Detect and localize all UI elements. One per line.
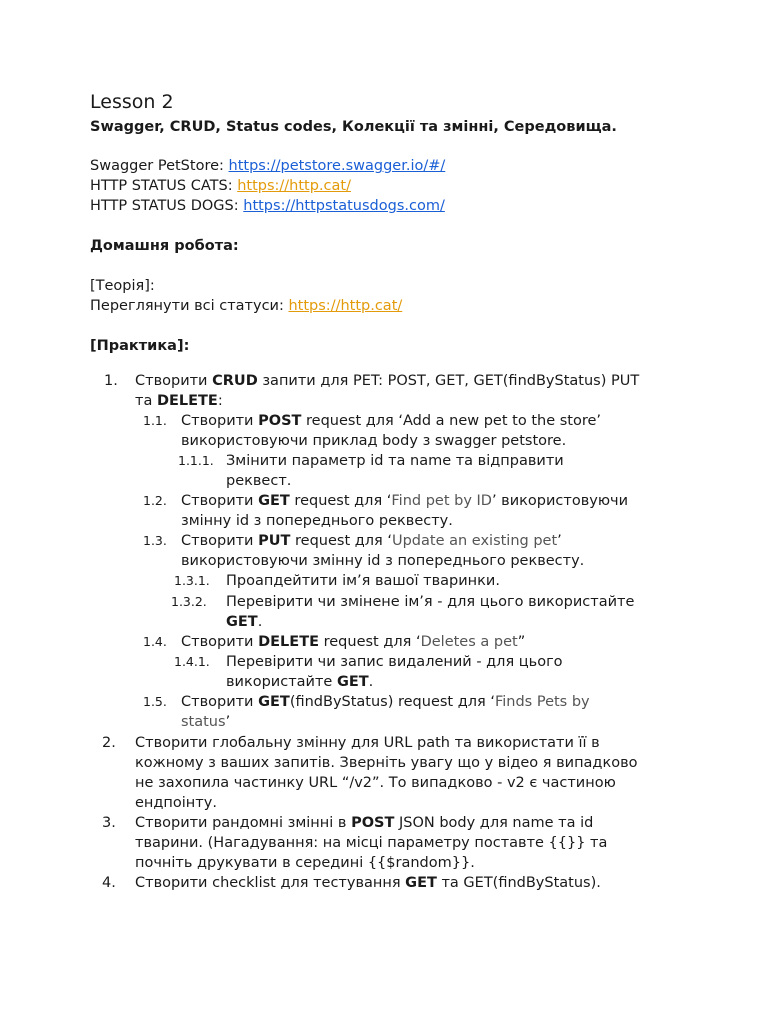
item-1-bold-crud: CRUD bbox=[212, 373, 258, 389]
item-1-3-1-number: 1.3.1. bbox=[174, 573, 210, 588]
item-1-2-line-2: змінну id з попереднього реквесту. bbox=[181, 513, 453, 529]
item-1-1-line-2: використовуючи приклад body з swagger petstore. bbox=[181, 433, 567, 449]
item-1-2-number: 1.2. bbox=[143, 493, 167, 508]
item-3-bold-post: POST bbox=[351, 815, 395, 831]
link-http-cats[interactable]: https://http.cat/ bbox=[237, 178, 351, 194]
item-1-1-text: Створити bbox=[181, 413, 259, 429]
link-label-dogs: HTTP STATUS DOGS: bbox=[90, 198, 244, 214]
item-1-3-endpoint-name: Update an existing pet bbox=[391, 533, 558, 549]
item-1-5-line-1 bbox=[181, 692, 590, 712]
item-1-3-bold-put: PUT bbox=[258, 533, 291, 549]
item-1-5-text: Створити bbox=[181, 694, 259, 710]
item-1-3-2-bold-get: GET bbox=[226, 614, 258, 630]
item-1-4-text-3: ” bbox=[517, 634, 526, 650]
item-1-text-4: : bbox=[217, 393, 223, 409]
item-1-1-bold-post: POST bbox=[258, 413, 302, 429]
page-title: Lesson 2 bbox=[90, 91, 174, 113]
item-3-line-1 bbox=[135, 813, 593, 833]
item-1-5-endpoint-name: Finds Pets by bbox=[494, 694, 590, 710]
item-1-number: 1. bbox=[104, 373, 118, 389]
item-1-4-1-bold-get: GET bbox=[336, 674, 369, 690]
theory-line bbox=[90, 296, 402, 316]
item-1-3-text-3: ’ bbox=[557, 533, 562, 549]
item-2-line-4: ендпоінту. bbox=[135, 795, 217, 811]
item-1-line-1 bbox=[135, 371, 639, 391]
item-1-5-bold-get: GET bbox=[258, 694, 290, 710]
item-1-3-line-2: використовуючи змінну id з попереднього реквесту. bbox=[181, 553, 585, 569]
item-1-3-text: Створити bbox=[181, 533, 259, 549]
item-1-5-line-2 bbox=[181, 712, 230, 732]
item-2-number: 2. bbox=[102, 735, 116, 751]
item-1-5-number: 1.5. bbox=[143, 694, 167, 709]
item-1-4-1-text: використайте bbox=[226, 674, 337, 690]
item-1-4-number: 1.4. bbox=[143, 634, 167, 649]
item-3-number: 3. bbox=[102, 815, 116, 831]
link-swagger-petstore[interactable]: https://petstore.swagger.io/#/ bbox=[228, 158, 446, 174]
item-1-4-endpoint-name: Deletes a pet bbox=[420, 634, 518, 650]
item-1-3-2-line-2 bbox=[226, 612, 262, 632]
item-1-4-1-line-1: Перевірити чи запис видалений - для цього bbox=[226, 654, 563, 670]
item-1-text-3: та bbox=[135, 393, 157, 409]
item-4-line-1 bbox=[135, 873, 601, 893]
item-1-3-2-text: . bbox=[257, 614, 263, 630]
item-1-1-1-line-2: реквест. bbox=[226, 473, 292, 489]
item-1-5-text-3: ’ bbox=[225, 714, 231, 730]
item-1-1-text-2: request для ‘Add a new pet to the store’ bbox=[301, 413, 602, 429]
item-4-text: Створити checklist для тестування bbox=[135, 875, 406, 891]
link-theory-http-cats[interactable]: https://http.cat/ bbox=[288, 298, 403, 314]
item-1-1-1-number: 1.1.1. bbox=[178, 453, 214, 468]
item-1-1-1-line-1: Змінити параметр id та name та відправити bbox=[226, 453, 564, 469]
item-1-3-number: 1.3. bbox=[143, 533, 167, 548]
page-subtitle: Swagger, CRUD, Status codes, Колекції та змінні, Середовища. bbox=[90, 119, 617, 135]
item-3-line-3: почніть друкувати в середині {{$random}}. bbox=[135, 855, 475, 871]
item-1-1-line-1 bbox=[181, 411, 601, 431]
theory-label: [Теорія]: bbox=[90, 278, 155, 294]
item-1-2-text-3: ’ використовуючи bbox=[491, 493, 629, 509]
item-1-2-text: Створити bbox=[181, 493, 259, 509]
item-4-text-2: та GET(findByStatus). bbox=[436, 875, 601, 891]
item-3-text-2: JSON body для name та id bbox=[394, 815, 594, 831]
item-1-4-text: Створити bbox=[181, 634, 259, 650]
item-1-1-number: 1.1. bbox=[143, 413, 167, 428]
item-1-4-1-number: 1.4.1. bbox=[174, 654, 210, 669]
item-3-text: Створити рандомні змінні в bbox=[135, 815, 352, 831]
item-4-number: 4. bbox=[102, 875, 116, 891]
item-1-2-bold-get: GET bbox=[258, 493, 290, 509]
practice-label: [Практика]: bbox=[90, 338, 190, 354]
item-1-2-endpoint-name: Find pet by ID bbox=[391, 493, 492, 509]
item-1-3-line-1 bbox=[181, 531, 562, 551]
link-label-swagger: Swagger PetStore: bbox=[90, 158, 229, 174]
item-1-text-2: запити для PET: POST, GET, GET(findByStatus) PUT bbox=[257, 373, 640, 389]
item-2-line-3: не захопила частинку URL “/v2”. То випадково - v2 є частиною bbox=[135, 775, 616, 791]
link-label-cats: HTTP STATUS CATS: bbox=[90, 178, 238, 194]
homework-heading: Домашня робота: bbox=[90, 238, 239, 254]
item-2-line-2: кожному з ваших запитів. Зверніть увагу що у відео я випадково bbox=[135, 755, 638, 771]
item-1-2-line-1 bbox=[181, 491, 628, 511]
item-1-3-1-line-1: Проапдейтити ім’я вашої тваринки. bbox=[226, 573, 500, 589]
item-1-4-bold-delete: DELETE bbox=[258, 634, 319, 650]
item-4-bold-get: GET bbox=[405, 875, 437, 891]
item-1-4-text-2: request для ‘ bbox=[319, 634, 421, 650]
item-1-3-2-number: 1.3.2. bbox=[171, 594, 207, 609]
item-1-4-1-text-2: . bbox=[368, 674, 374, 690]
item-1-line-2 bbox=[135, 391, 223, 411]
item-1-bold-delete: DELETE bbox=[156, 393, 218, 409]
item-1-4-1-line-2 bbox=[226, 672, 373, 692]
item-1-4-line-1 bbox=[181, 632, 525, 652]
theory-text: Переглянути всі статуси: bbox=[90, 298, 289, 314]
link-http-dogs[interactable]: https://httpstatusdogs.com/ bbox=[243, 198, 445, 214]
item-1-3-2-line-1: Перевірити чи змінене ім’я - для цього використайте bbox=[226, 594, 635, 610]
item-1-text: Створити bbox=[135, 373, 213, 389]
item-1-5-endpoint-name-2: status bbox=[181, 714, 226, 730]
item-1-2-text-2: request для ‘ bbox=[289, 493, 392, 509]
link-line-swagger bbox=[90, 156, 445, 176]
link-line-dogs bbox=[90, 196, 445, 216]
item-2-line-1: Створити глобальну змінну для URL path та використати її в bbox=[135, 735, 600, 751]
item-1-3-text-2: request для ‘ bbox=[290, 533, 392, 549]
item-3-line-2: тварини. (Нагадування: на місці параметру поставте {{}} та bbox=[135, 835, 608, 851]
link-line-cats bbox=[90, 176, 351, 196]
item-1-5-text-2: (findByStatus) request для ‘ bbox=[289, 694, 495, 710]
